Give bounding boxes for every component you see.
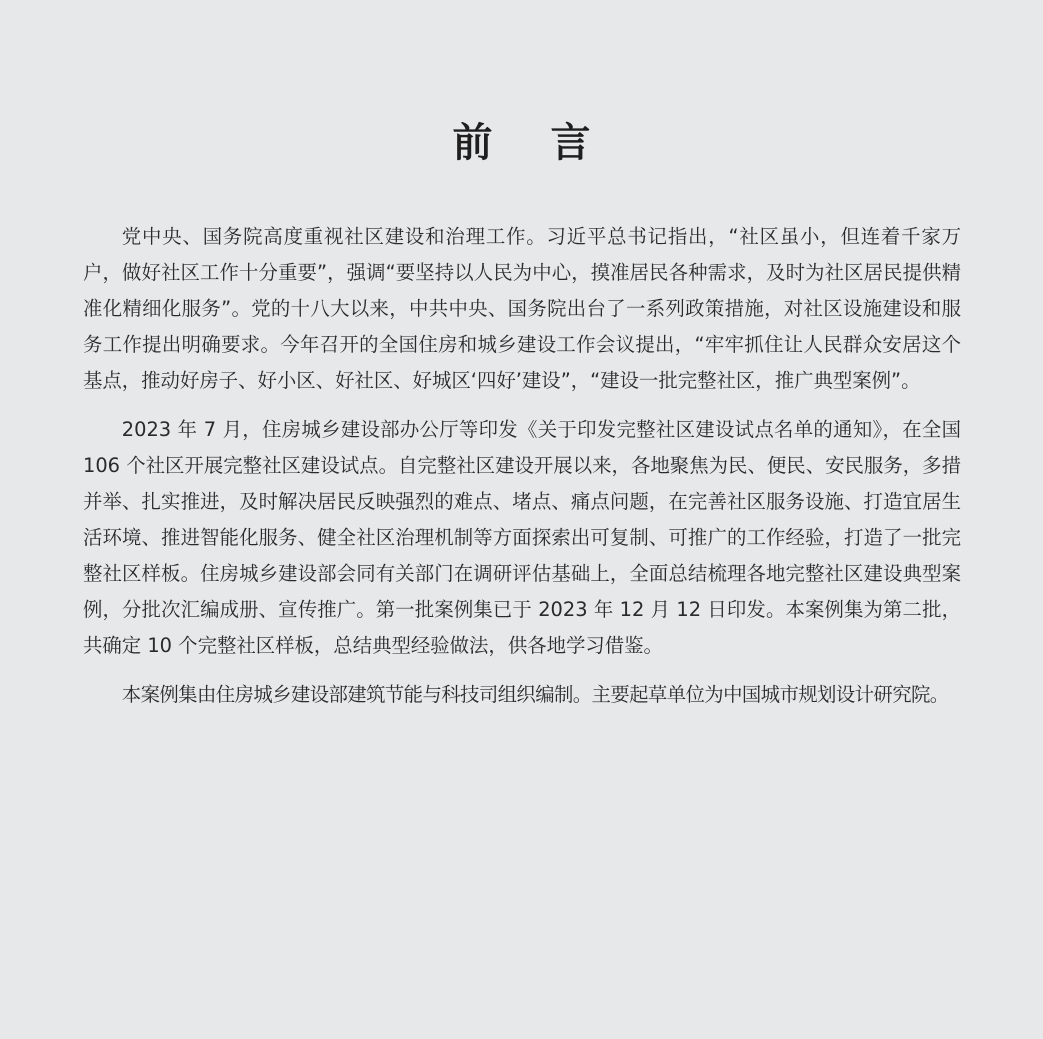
preface-body: [83, 219, 961, 726]
paragraph-2: 2023 年 7 月，住房城乡建设部办公厅等印发《关于印发完整社区建设试点名单的通知》，在全国 106 个社区开展完整社区建设试点。自完整社区建设开展以来，各地聚焦为民、便民、安民服务，多措并举、扎实推进，及时解决居民反映强烈的难点、堵点、痛点问题，在完善社区服务设施、打造宜居生活环境、推进智能化服务、健全社区治理机制等方面探索出可复制、可推广的工作经验，打造了一批完整社区样板。住房城乡建设部会同有关部门在调研评估基础上，全面总结梳理各地完整社区建设典型案例，分批次汇编成册、宣传推广。第一批案例集已于 2023 年 12 月 12 日印发。本案例集为第二批，共确定 10 个完整社区样板，总结典型经验做法，供各地学习借鉴。: [83, 418, 961, 657]
paragraph-1: 党中央、国务院高度重视社区建设和治理工作。习近平总书记指出，“社区虽小，但连着千家万户，做好社区工作十分重要”，强调“要坚持以人民为中心，摸准居民各种需求，及时为社区居民提供精准化精细化服务”。党的十八大以来，中共中央、国务院出台了一系列政策措施，对社区设施建设和服务工作提出明确要求。今年召开的全国住房和城乡建设工作会议提出，“牢牢抓住让人民群众安居这个基点，推动好房子、好小区、好社区、好城区‘四好’建设”，“建设一批完整社区，推广典型案例”。: [83, 225, 961, 392]
page-title: 前 言: [452, 120, 613, 166]
paragraph-3: 本案例集由住房城乡建设部建筑节能与科技司组织编制。主要起草单位为中国城市规划设计研究院。: [121, 683, 949, 706]
